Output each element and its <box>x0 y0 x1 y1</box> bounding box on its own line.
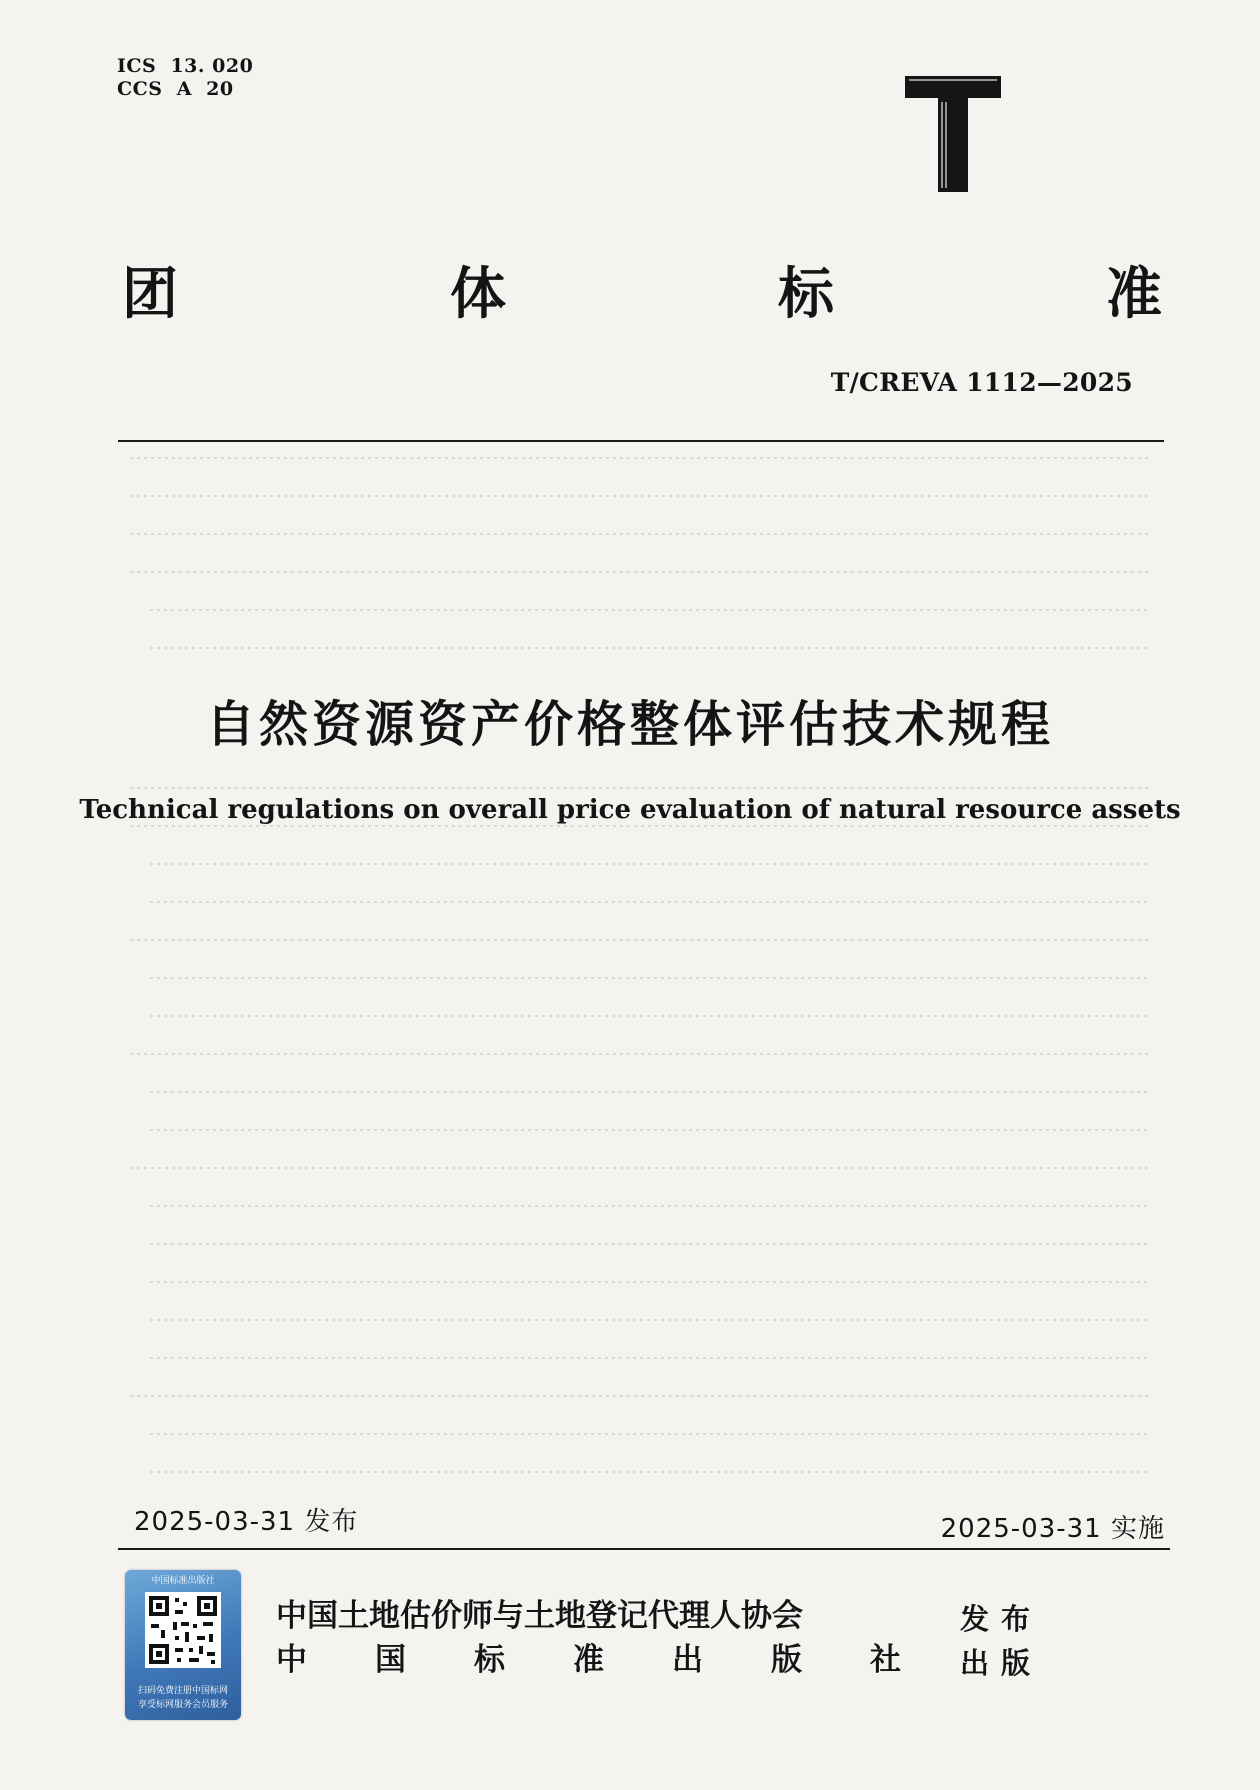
ics-code: ICS 13. 020 <box>117 55 254 77</box>
role-publish: 发布 <box>960 1602 1043 1636</box>
standard-number: T/CREVA 1112—2025 <box>830 368 1133 397</box>
role-print: 出版 <box>960 1646 1043 1680</box>
bold-letter-t-logo <box>905 76 1001 192</box>
publisher-press-char: 准 <box>573 1642 604 1678</box>
qr-card <box>125 1570 241 1720</box>
standard-type-char: 标 <box>778 262 834 327</box>
qr-card-mid-caption: 扫码免费注册中国标网 <box>137 1686 228 1696</box>
publisher-block <box>276 1594 901 1682</box>
publisher-roles <box>960 1597 1042 1685</box>
publish-date: 2025-03-31 发布 <box>134 1507 359 1537</box>
implement-date: 2025-03-31 实施 <box>940 1514 1165 1544</box>
classification-codes <box>117 55 253 101</box>
standard-type-char: 体 <box>450 262 506 327</box>
publisher-press-char: 国 <box>375 1642 406 1678</box>
publisher-press <box>276 1638 901 1682</box>
publisher-press-char: 版 <box>771 1642 802 1678</box>
header-rule <box>118 440 1164 442</box>
publisher-association: 中国土地估价师与土地登记代理人协会 <box>276 1598 803 1634</box>
publisher-press-char: 标 <box>474 1642 505 1678</box>
qr-card-top-caption: 中国标准出版社 <box>151 1576 215 1586</box>
qr-code-icon <box>145 1592 221 1668</box>
bleed-through-text <box>110 448 1160 1548</box>
document-title-en: Technical regulations on overall price evaluation of natural resource assets <box>79 795 1181 825</box>
document-title-zh: 自然资源资产价格整体评估技术规程 <box>205 696 1054 753</box>
publisher-press-char: 社 <box>870 1642 901 1678</box>
publisher-press-char: 出 <box>672 1642 703 1678</box>
publisher-press-char: 中 <box>276 1642 307 1678</box>
standard-type-char: 团 <box>122 262 178 327</box>
footer-rule <box>118 1548 1170 1550</box>
standard-type-char: 准 <box>1106 262 1162 327</box>
qr-card-bottom-caption: 享受标网服务会员服务 <box>137 1700 228 1710</box>
ccs-code: CCS A 20 <box>117 78 234 100</box>
standard-type-title <box>122 255 1162 335</box>
